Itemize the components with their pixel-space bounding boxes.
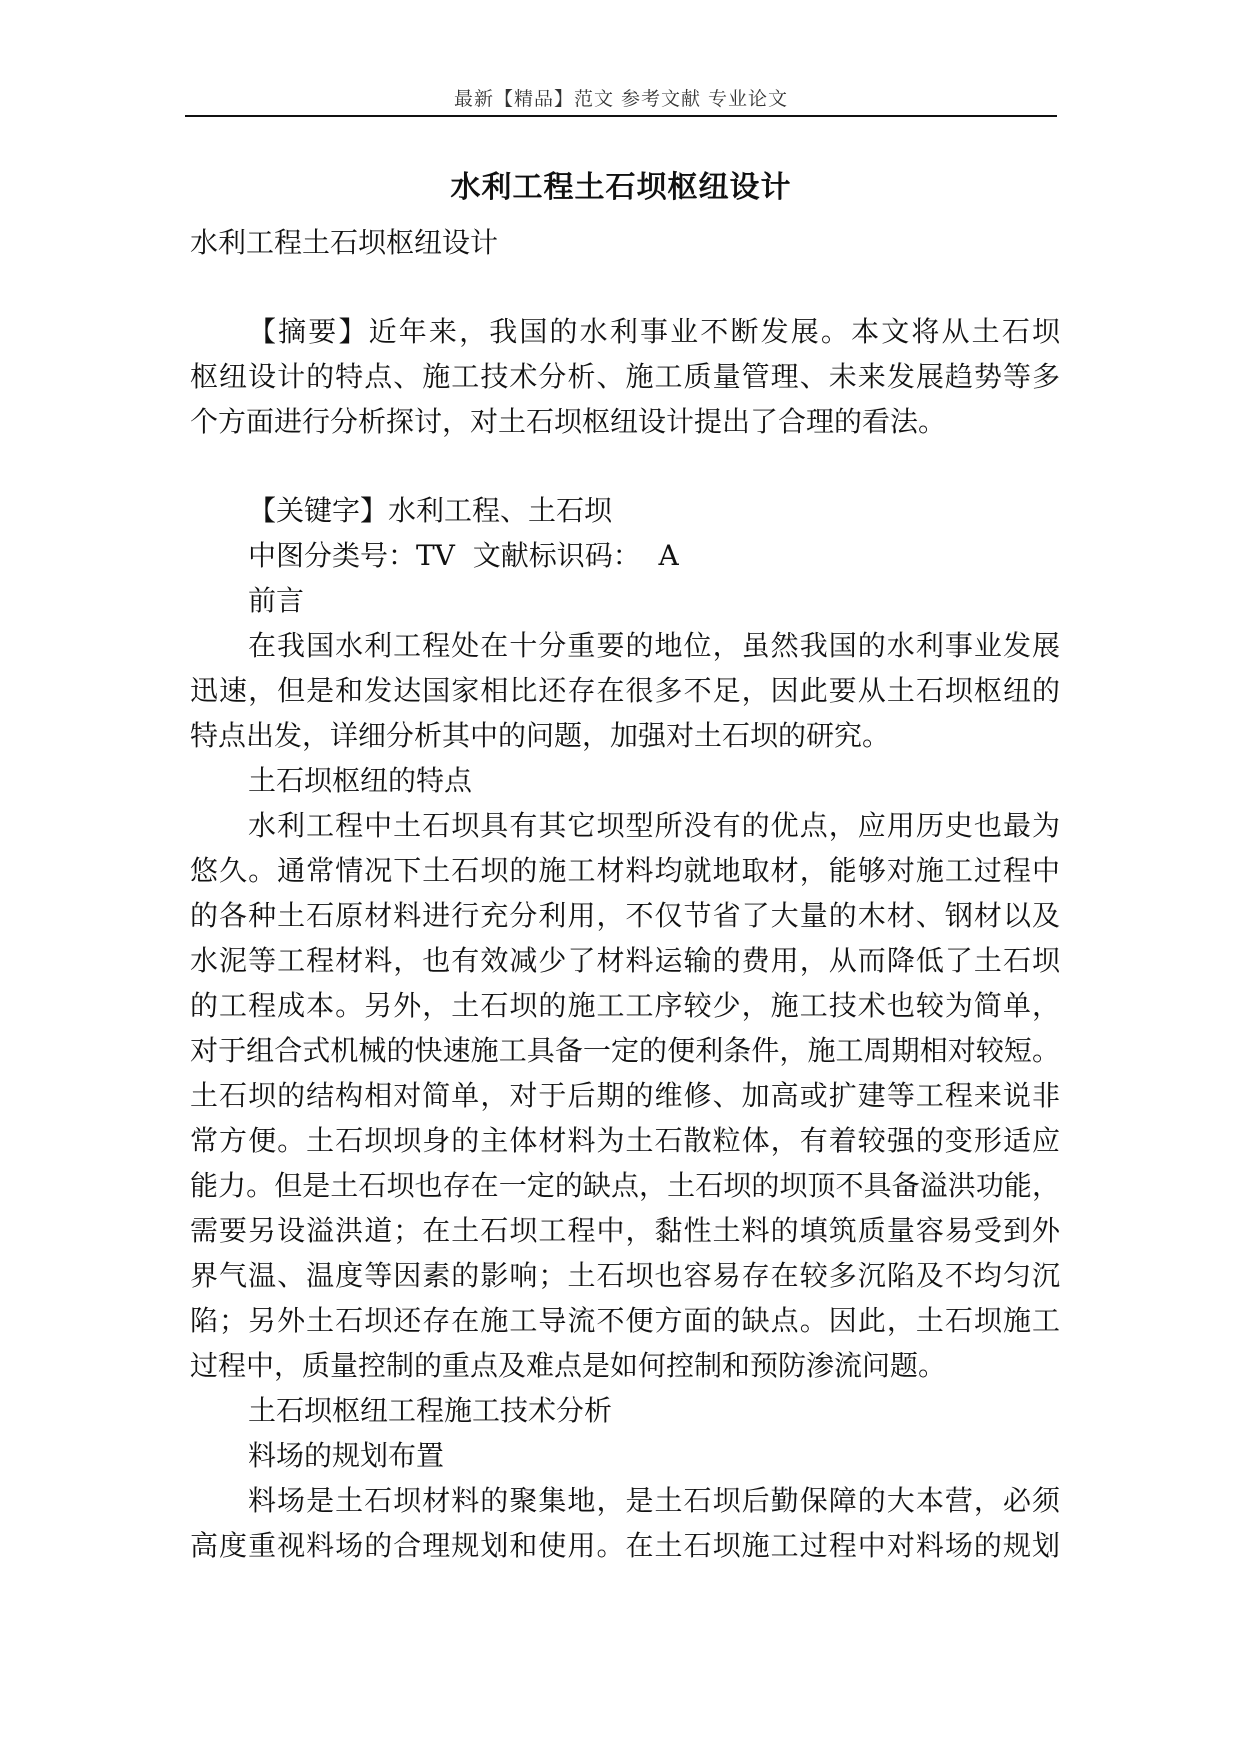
preface-line: 迅速，但是和发达国家相比还存在很多不足，因此要从土石坝枢纽的 bbox=[190, 674, 1060, 707]
features-line: 能力。但是土石坝也存在一定的缺点，土石坝的坝顶不具备溢洪功能， bbox=[190, 1169, 1060, 1202]
material-yard-line: 高度重视料场的合理规划和使用。在土石坝施工过程中对料场的规划 bbox=[190, 1529, 1060, 1562]
preface-heading: 前言 bbox=[248, 584, 305, 617]
features-line: 过程中，质量控制的重点及难点是如何控制和预防渗流问题。 bbox=[190, 1349, 947, 1382]
keywords-line: 【关键字】水利工程、土石坝 bbox=[248, 494, 613, 527]
section-heading-features: 土石坝枢纽的特点 bbox=[248, 764, 473, 797]
subsection-heading-material-yard: 料场的规划布置 bbox=[248, 1439, 445, 1472]
abstract-paragraph bbox=[190, 309, 1060, 444]
features-line: 常方便。土石坝坝身的主体材料为土石散粒体，有着较强的变形适应 bbox=[190, 1124, 1060, 1157]
features-line: 对于组合式机械的快速施工具备一定的便利条件，施工周期相对较短。 bbox=[190, 1034, 1060, 1067]
preface-line: 特点出发，详细分析其中的问题，加强对土石坝的研究。 bbox=[190, 719, 891, 752]
running-header: 最新【精品】范文 参考文献 专业论文 bbox=[453, 88, 789, 110]
spacer bbox=[190, 444, 1060, 488]
section-heading-construction: 土石坝枢纽工程施工技术分析 bbox=[248, 1394, 613, 1427]
features-line: 悠久。通常情况下土石坝的施工材料均就地取材，能够对施工过程中 bbox=[190, 854, 1060, 887]
features-line: 陷；另外土石坝还存在施工导流不便方面的缺点。因此，土石坝施工 bbox=[190, 1304, 1060, 1337]
material-yard-line: 料场是土石坝材料的聚集地，是土石坝后勤保障的大本营，必须 bbox=[248, 1484, 1060, 1517]
features-line: 水泥等工程材料，也有效减少了材料运输的费用，从而降低了土石坝 bbox=[190, 944, 1060, 977]
classification-line: 中图分类号：TV 文献标识码： A bbox=[248, 539, 679, 572]
features-line: 水利工程中土石坝具有其它坝型所没有的优点，应用历史也最为 bbox=[248, 809, 1060, 842]
preface-line: 在我国水利工程处在十分重要的地位，虽然我国的水利事业发展 bbox=[248, 629, 1060, 662]
features-line: 需要另设溢洪道；在土石坝工程中，黏性土料的填筑质量容易受到外 bbox=[190, 1214, 1060, 1247]
features-line: 的工程成本。另外，土石坝的施工工序较少，施工技术也较为简单， bbox=[190, 989, 1060, 1022]
preface-paragraph bbox=[190, 623, 1060, 758]
features-line: 土石坝的结构相对简单，对于后期的维修、加高或扩建等工程来说非 bbox=[190, 1079, 1060, 1112]
features-line: 界气温、温度等因素的影响；土石坝也容易存在较多沉陷及不均匀沉 bbox=[190, 1259, 1060, 1292]
document-subtitle: 水利工程土石坝枢纽设计 bbox=[190, 226, 499, 259]
abstract-line: 个方面进行分析探讨，对土石坝枢纽设计提出了合理的看法。 bbox=[190, 405, 947, 438]
abstract-line: 枢纽设计的特点、施工技术分析、施工质量管理、未来发展趋势等多 bbox=[190, 360, 1060, 393]
material-yard-paragraph bbox=[190, 1478, 1060, 1568]
features-line: 的各种土石原材料进行充分利用，不仅节省了大量的木材、钢材以及 bbox=[190, 899, 1060, 932]
features-paragraph bbox=[190, 803, 1060, 1388]
document-title: 水利工程土石坝枢纽设计 bbox=[450, 170, 792, 205]
document-body bbox=[190, 220, 1060, 1568]
abstract-line: 【摘要】近年来，我国的水利事业不断发展。本文将从土石坝 bbox=[248, 315, 1060, 348]
header-divider bbox=[185, 115, 1057, 117]
spacer bbox=[190, 265, 1060, 309]
